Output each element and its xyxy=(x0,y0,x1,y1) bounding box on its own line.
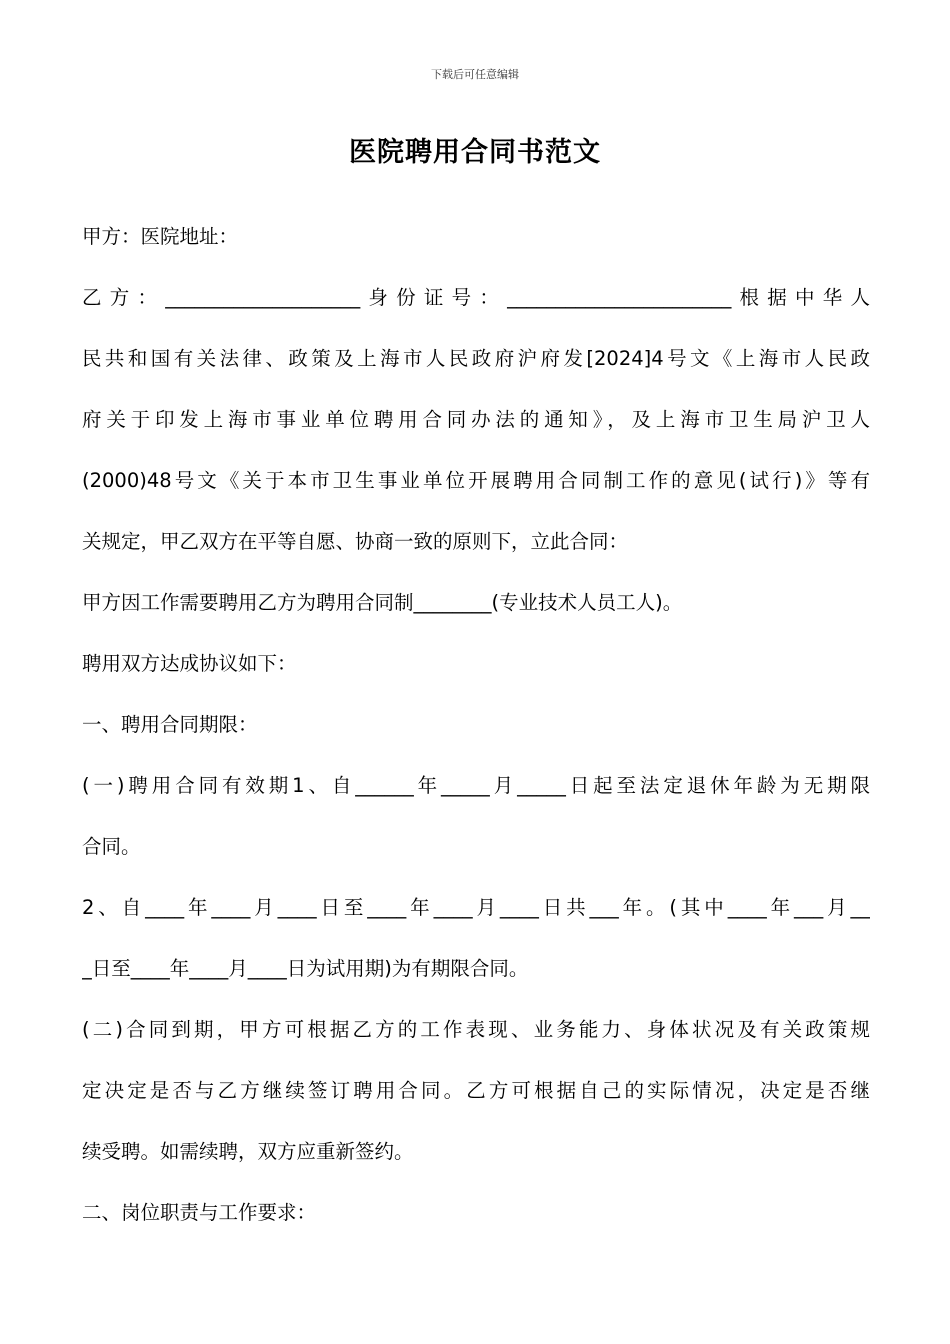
body-line: 合同。 xyxy=(82,835,141,858)
body-line: 乙方：____________________身份证号：_______________________根据中华人 xyxy=(82,286,870,309)
document-body xyxy=(82,206,870,1243)
body-line: 民共和国有关法律、政策及上海市人民政府沪府发[2024]4号文《上海市人民政 xyxy=(82,347,870,370)
body-line: (2000)48号文《关于本市卫生事业单位开展聘用合同制工作的意见(试行)》等有 xyxy=(82,469,870,492)
body-line: 二、岗位职责与工作要求： xyxy=(82,1201,317,1224)
body-line: 关规定，甲乙双方在平等自愿、协商一致的原则下，立此合同： xyxy=(82,530,629,553)
body-line: 甲方因工作需要聘用乙方为聘用合同制________(专业技术人员工人)。 xyxy=(82,591,683,614)
body-line: 一、聘用合同期限： xyxy=(82,713,258,736)
body-line: 甲方：医院地址： xyxy=(82,225,239,248)
body-line: 续受聘。如需续聘，双方应重新签约。 xyxy=(82,1140,414,1163)
document-title: 医院聘用合同书范文 xyxy=(349,137,601,168)
body-line: (一)聘用合同有效期1、自______年_____月_____日起至法定退休年龄为无期限 xyxy=(82,774,870,797)
body-line: (二)合同到期，甲方可根据乙方的工作表现、业务能力、身体状况及有关政策规 xyxy=(82,1018,870,1041)
body-line: 聘用双方达成协议如下： xyxy=(82,652,297,675)
body-line: 府关于印发上海市事业单位聘用合同办法的通知》，及上海市卫生局沪卫人 xyxy=(82,408,870,431)
body-line: _日至____年____月____日为试用期)为有期限合同。 xyxy=(82,957,529,980)
body-line: 2、自____年____月____日至____年____月____日共___年。(其中____年___月__ xyxy=(82,896,870,919)
header-note: 下载后可任意编辑 xyxy=(431,68,519,81)
body-line: 定决定是否与乙方继续签订聘用合同。乙方可根据自己的实际情况，决定是否继 xyxy=(82,1079,870,1102)
